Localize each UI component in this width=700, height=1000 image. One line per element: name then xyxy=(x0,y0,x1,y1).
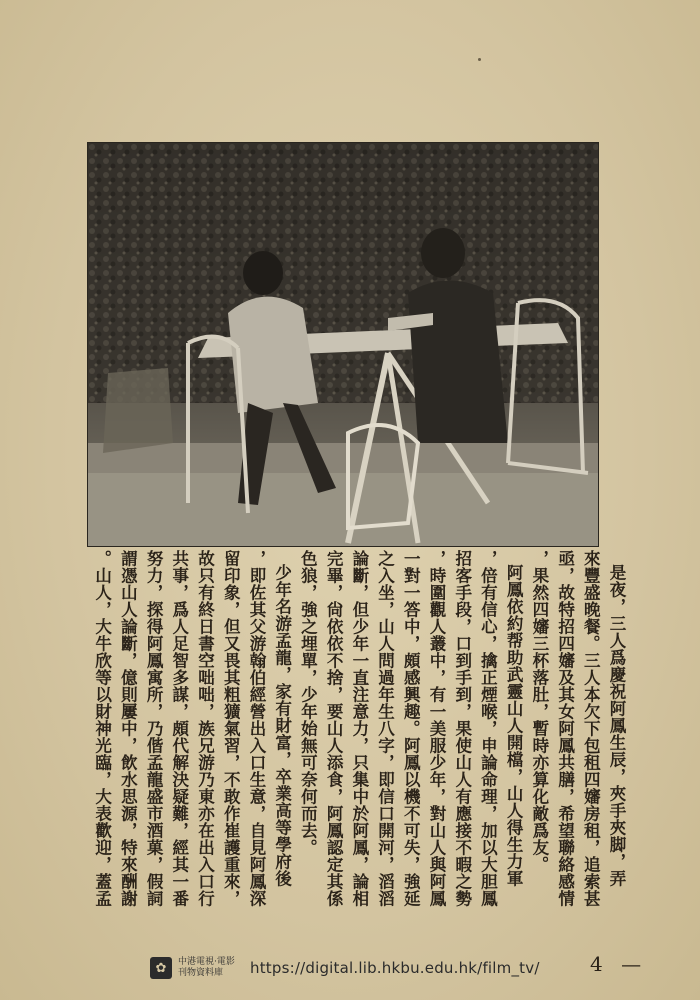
page-speck xyxy=(478,58,481,61)
text-column: 留印象，但又畏其粗獷氣習，不敢作崔護重來， xyxy=(221,550,241,907)
text-column: 共事，爲人足智多謀，頗代解決疑難，經其一番 xyxy=(169,550,189,907)
text-column: 努力，探得阿鳳寓所，乃偕孟龍盛市酒菓，假詞 xyxy=(144,550,164,907)
library-logo-text: 中港電視·電影刊物資料庫 xyxy=(178,957,235,978)
text-column: 之入坐，山人問過年生八字，即信口開河，滔滔 xyxy=(375,550,395,907)
text-column: ，倍有信心，擒正煙喉，申論命理，加以大胆鳳 xyxy=(478,550,498,907)
photo-illustration xyxy=(88,143,598,546)
text-column: 招客手段，口到手到，果使山人有應接不暇之勢 xyxy=(452,550,472,907)
library-logo-icon: ✿ xyxy=(150,957,172,979)
text-column: 少年名游孟龍，家有財富，卒業高等學府後 xyxy=(272,564,292,887)
footer xyxy=(150,953,650,983)
text-column: 。山人，大牛欣等以財神光臨，大表歡迎，蓋孟 xyxy=(92,550,112,907)
article-body xyxy=(90,550,630,955)
source-url[interactable]: https://digital.lib.hkbu.edu.hk/film_tv/ xyxy=(250,959,540,977)
text-column: 來豐盛晚餐。三人本欠下包租四嬸房租，追索甚 xyxy=(581,550,601,907)
text-column: 完畢，尙依依不捨，要山人添食，阿鳳認定其係 xyxy=(324,550,344,907)
text-column: 論斷，但少年一直注意力，只集中於阿鳳，論相 xyxy=(349,550,369,907)
photograph xyxy=(88,143,598,546)
text-column: 是夜，三人爲慶祝阿鳳生辰，夾手夾脚，弄 xyxy=(607,564,626,887)
text-column: 阿鳳依約帮助武靈山人開檔，山人得生力軍 xyxy=(504,564,524,887)
text-column: 謂憑山人論斷，億則屢中，飲水思源，特來酬謝 xyxy=(118,550,138,907)
text-column: 亟，故特招四嬸及其女阿鳳共膳，希望聯絡感情 xyxy=(555,550,575,907)
text-column: ，時圍觀人叢中，有一美服少年，對山人與阿鳳 xyxy=(426,550,446,907)
page-number: 4 — xyxy=(590,952,648,976)
text-column: 一對一答中，頗感興趣。阿鳳以機不可失，強延 xyxy=(401,550,421,907)
text-column: 故只有終日書空咄咄，族兄游乃東亦在出入口行 xyxy=(195,550,215,907)
text-column: ，果然四嬸三杯落肚，暫時亦算化敵爲友。 xyxy=(529,550,549,873)
text-column: ，即佐其父游翰伯經營出入口生意，自見阿鳳深 xyxy=(246,550,266,907)
text-column: 色狼，強之埋單，少年始無可奈何而去。 xyxy=(298,550,318,856)
